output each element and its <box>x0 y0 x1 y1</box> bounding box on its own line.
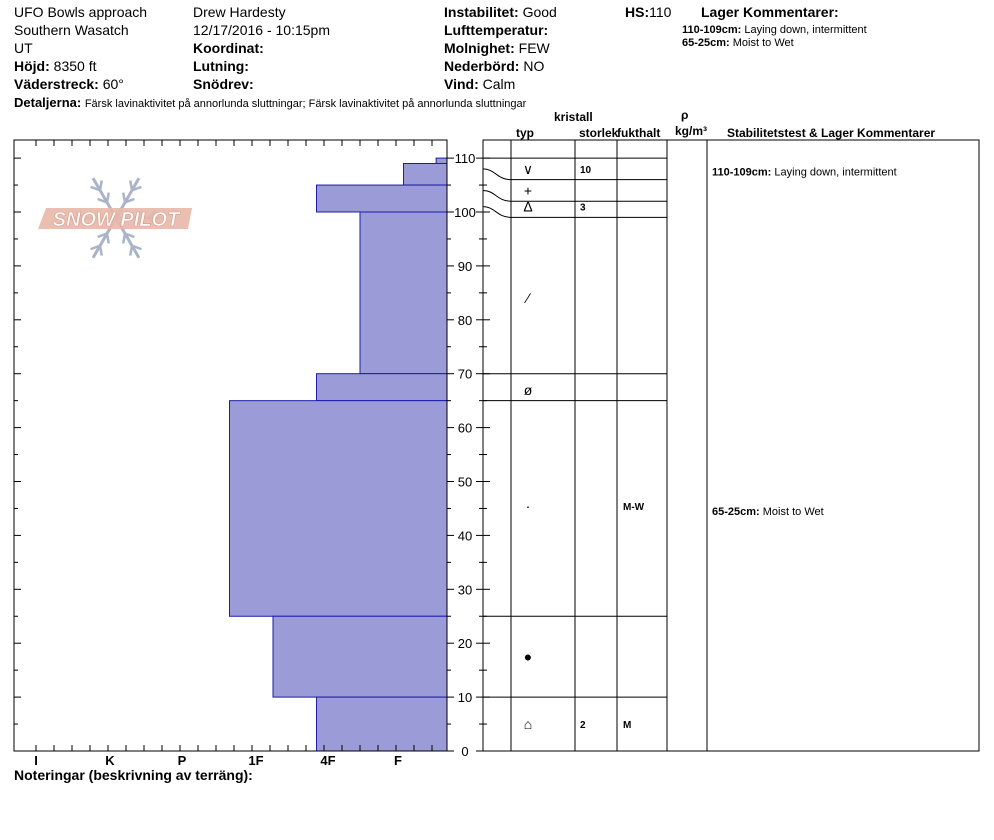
layer-comment-2-range: 65-25cm: <box>682 37 730 49</box>
snowflake-branch <box>123 234 125 244</box>
snowflake-branch <box>130 180 132 190</box>
hardness-layer-5 <box>317 374 448 401</box>
aspect-label: Väderstreck: <box>14 76 99 92</box>
moisture-value-2: M <box>623 720 632 732</box>
sky-value: FEW <box>518 40 550 56</box>
datetime: 12/17/2016 - 10:15pm <box>193 22 330 38</box>
snowflake-branch <box>107 193 109 203</box>
grain-symbol-3: ∆ <box>523 198 533 215</box>
logo-text: SNOW PILOT <box>52 209 180 231</box>
slope-label: Lutning: <box>193 58 249 74</box>
crystal-size-1: 10 <box>580 164 592 176</box>
crystal-size-3: 2 <box>580 720 586 732</box>
layer-comment-1-text: Laying down, intermittent <box>744 24 867 36</box>
column-crystal-size: storlek <box>579 126 619 140</box>
hardness-layers <box>230 158 448 751</box>
boundary-connector-3 <box>483 190 511 201</box>
column-stability: Stabilitetstest & Lager Kommentarer <box>727 126 936 140</box>
precip-value: NO <box>523 58 545 74</box>
height-tick-label-0: 0 <box>461 744 469 759</box>
stability-comment-2: 65-25cm: Moist to Wet <box>712 506 824 519</box>
hardness-layer-3 <box>317 185 448 212</box>
state: UT <box>14 40 33 56</box>
grain-symbol-6: · <box>525 497 531 514</box>
height-tick-label-90: 90 <box>457 258 473 274</box>
height-tick-label-80: 80 <box>457 312 473 328</box>
instability-value: Good <box>522 4 557 20</box>
sky-label: Molnighet: <box>444 40 515 56</box>
wind-value: Calm <box>482 76 516 92</box>
crystal-size-2: 3 <box>580 202 586 214</box>
hardness-layer-4 <box>360 212 447 374</box>
snowflake-branch <box>107 234 109 244</box>
column-rho: ρ <box>681 108 689 122</box>
stability-comment-1: 110-109cm: Laying down, intermittent <box>712 166 897 179</box>
height-tick-label-30: 30 <box>457 582 473 598</box>
grain-symbol-5: ø <box>523 381 533 398</box>
column-type: typ <box>516 126 534 140</box>
hardness-layer-7 <box>273 616 447 697</box>
details-value: Färsk lavinaktivitet på annorlunda sluttningar; Färsk lavinaktivitet på annorlunda sluttningar <box>84 98 527 110</box>
instability-label: Instabilitet: <box>444 4 519 20</box>
coordinate-label: Koordinat: <box>193 40 264 56</box>
hs-value: 110 <box>649 4 672 20</box>
airtemp-label: Lufttemperatur: <box>444 22 549 38</box>
column-moisture: fukthalt <box>617 126 661 140</box>
height-tick-label-10: 10 <box>457 690 473 706</box>
height-tick-label-110: 110 <box>454 151 476 167</box>
column-density-unit: kg/m³ <box>675 124 708 138</box>
height-tick-label-20: 20 <box>457 636 473 652</box>
details-label: Detaljerna: <box>14 95 82 110</box>
height-tick-label-50: 50 <box>457 474 473 490</box>
snowflake-branch <box>130 246 132 256</box>
precip-label: Nederbörd: <box>444 58 520 74</box>
boundary-connector-2 <box>483 169 511 180</box>
grain-symbol-8: ⌂ <box>523 716 533 733</box>
grain-symbol-2: + <box>523 182 533 199</box>
height-tick-label-40: 40 <box>457 528 473 544</box>
grain-symbol-4: ∕ <box>526 290 530 307</box>
hardness-layer-6 <box>230 401 448 617</box>
height-tick-label-70: 70 <box>457 366 473 382</box>
hardness-label-1F: 1F <box>248 753 264 768</box>
hardness-label-I: I <box>34 753 38 768</box>
hs-label: HS: <box>625 4 650 20</box>
height-tick-label-100: 100 <box>454 205 476 220</box>
layer-comment-1-range: 110-109cm: <box>682 24 742 36</box>
elevation-value: 8350 ft <box>53 58 97 74</box>
stratigraphy-table <box>483 158 897 732</box>
hardness-label-P: P <box>177 753 187 768</box>
height-tick-label-60: 60 <box>457 420 473 436</box>
wind-label: Vind: <box>444 76 479 92</box>
layer-comments-label: Lager Kommentarer: <box>701 4 839 20</box>
aspect-value: 60° <box>102 76 124 92</box>
hardness-layer-8 <box>317 697 448 751</box>
snowflake-branch <box>100 180 102 190</box>
stratigraphy-panel-frame <box>483 140 979 751</box>
elevation-label: Höjd: <box>14 58 50 74</box>
observer: Drew Hardesty <box>193 4 286 20</box>
terrain-notes-label: Noteringar (beskrivning av terräng): <box>14 767 253 783</box>
layer-comment-2-text: Moist to Wet <box>732 37 794 49</box>
column-crystal: kristall <box>554 110 593 124</box>
hardness-label-4F: 4F <box>320 753 336 768</box>
mountain-range: Southern Wasatch <box>14 22 129 38</box>
hardness-layer-2 <box>404 163 448 185</box>
grain-symbol-7: ● <box>523 648 533 665</box>
moisture-value-1: M-W <box>623 501 645 513</box>
hardness-label-K: K <box>105 753 115 768</box>
hardness-label-F: F <box>394 753 402 768</box>
snowpilot-logo <box>38 178 192 258</box>
hardness-layer-1 <box>436 158 447 163</box>
snowflake-branch <box>123 193 125 203</box>
snowflake-branch <box>100 246 102 256</box>
chart-frames <box>14 140 979 751</box>
location-name: UFO Bowls approach <box>14 4 148 20</box>
grain-symbol-1: ∨ <box>522 160 534 177</box>
drift-label: Snödrev: <box>193 76 254 92</box>
